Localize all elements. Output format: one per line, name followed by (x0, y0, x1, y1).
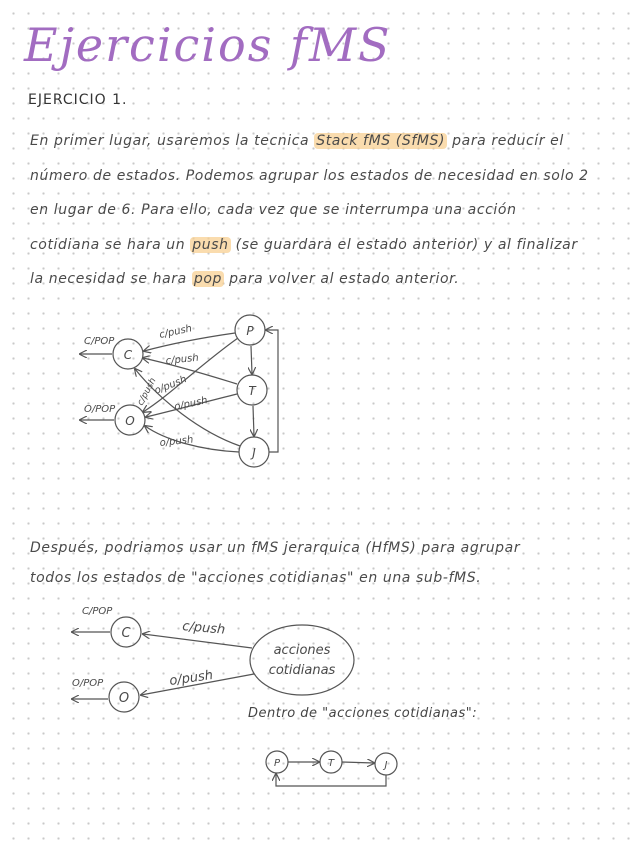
edge-t-j (253, 406, 254, 436)
state-t-label: T (327, 758, 335, 769)
paragraph-line: todos los estados de "acciones cotidianas" en una sub-fMS. (30, 570, 482, 586)
c-pop-label: C/POP (82, 606, 113, 617)
t-c-label: c/push (165, 352, 200, 367)
state-o-label: O (125, 414, 135, 428)
paragraph-line: en lugar de 6. Para ello, cada vez que se interrumpa una acción (30, 202, 517, 218)
paragraph-line: número de estados. Podemos agrupar los estados de necesidad en solo 2 (30, 167, 589, 184)
edge-p-c (144, 333, 235, 351)
paragraph-line: cotidiana se hara un push (se guardara el estado anterior) y al finalizar (30, 236, 578, 253)
c-pop-label: C/POP (84, 336, 115, 347)
paragraph-line: Después, podriamos usar un fMS jerarquica (HfMS) para agrupar (30, 540, 521, 556)
edge-j-p (266, 330, 278, 452)
state-p-label: P (273, 758, 281, 769)
o-pop-label: O/POP (72, 678, 104, 689)
state-o-label: O (118, 691, 130, 706)
state-acciones-cotidianas (250, 625, 354, 695)
j-o-label: o/push (159, 434, 194, 449)
paragraph-line: En primer lugar, usaremos la tecnica Stack fMS (SfMS) para reducir el (30, 133, 564, 149)
c-push-label: c/push (181, 619, 226, 638)
p-o-label: o/push (153, 373, 189, 397)
p-c-label: c/push (158, 323, 194, 341)
group-label-line2: cotidianas (268, 663, 336, 678)
t-o-label: o/push (173, 395, 209, 413)
highlight-stack-fms: Stack fMS (SfMS) (316, 133, 446, 149)
o-push-label: o/push (168, 668, 214, 689)
group-label-line1: acciones (273, 643, 331, 658)
state-j-label: J (252, 446, 256, 460)
state-c-label: C (123, 348, 133, 362)
edge-j-p (276, 774, 386, 786)
state-p-label: P (246, 324, 254, 338)
edge-t-j (342, 762, 374, 763)
sub-fsm-note: Dentro de "acciones cotidianas": (248, 706, 478, 721)
highlight-pop: pop (193, 271, 223, 287)
state-j-label: J (384, 760, 388, 771)
edge-p-t (251, 346, 252, 374)
exercise-heading: EJERCICIO 1. (28, 92, 128, 108)
state-t-label: T (248, 384, 256, 398)
state-c-label: C (121, 626, 131, 641)
paragraph-line: la necesidad se hara pop para volver al estado anterior. (30, 271, 460, 287)
o-pop-label: O/POP (84, 404, 116, 415)
j-c-label: c/push (135, 376, 159, 408)
edge-group-c (143, 634, 252, 648)
highlight-push: push (192, 236, 229, 253)
page-title: Ejercicios fMS (24, 18, 392, 72)
